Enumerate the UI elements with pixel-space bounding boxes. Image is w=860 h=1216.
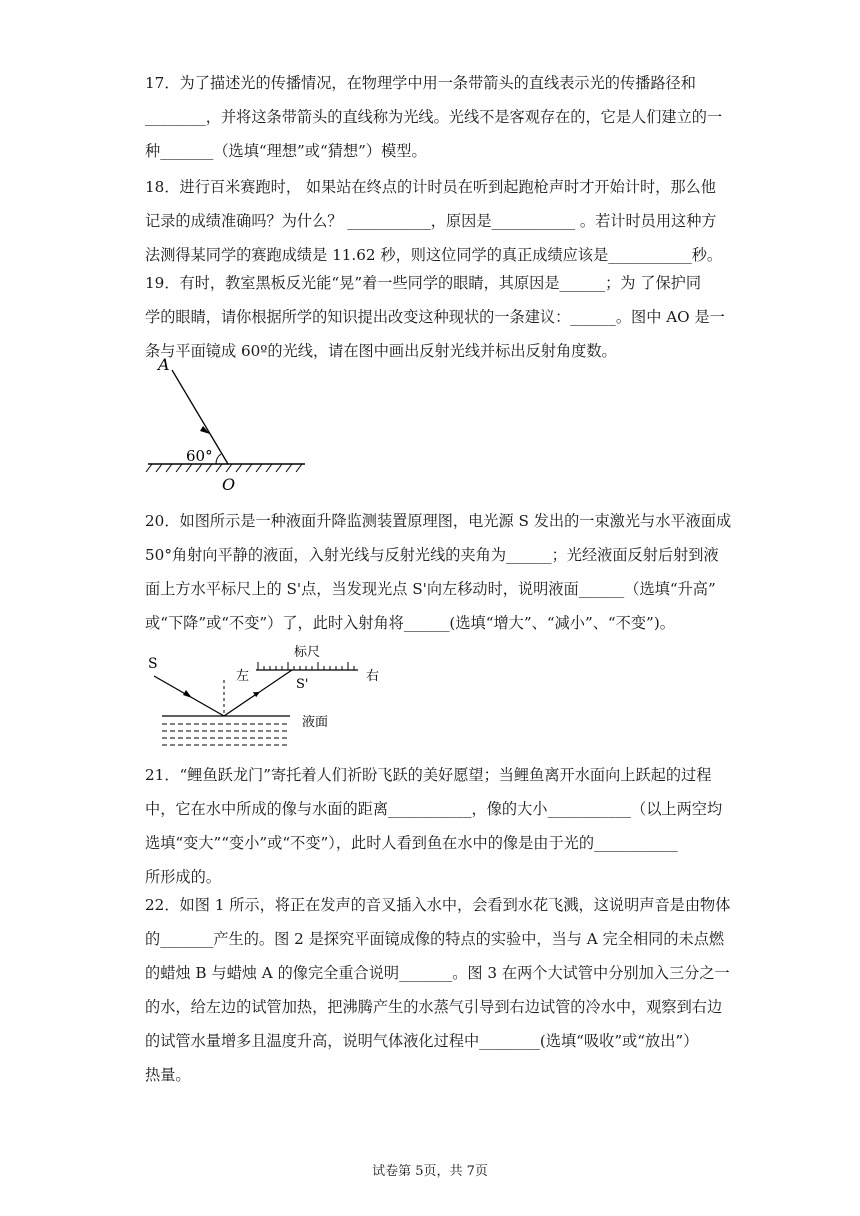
question-20-line: 或“下降”或“不变”）了，此时入射角将______(选填“增大”、“减小”、“不变”)。: [145, 614, 675, 632]
question-21-line: 21．“鲤鱼跃龙门”寄托着人们祈盼飞跃的美好愿望；当鲤鱼离开水面向上跃起的过程: [145, 766, 712, 784]
mirror-hatching: [146, 464, 302, 472]
liquid-body: [162, 724, 290, 745]
question-22: [145, 888, 730, 1092]
question-17-line: 种_______（选填“理想”或“猜想”）模型。: [145, 142, 427, 160]
page-footer: 试卷第 5页，共 7页: [372, 1164, 488, 1179]
ruler-right-label: 右: [366, 669, 380, 684]
question-18-line: 法测得某同学的赛跑成绩是 11.62 秒，则这位同学的真正成绩应该是___________秒。: [145, 246, 723, 264]
question-22-line: 的_______产生的。图 2 是探究平面镜成像的特点的实验中，当与 A 完全相同的未点燃: [145, 930, 725, 948]
question-20-line: 面上方水平标尺上的 S'点，当发现光点 S'向左移动时，说明液面______（选填“升高”: [145, 580, 716, 598]
question-18-line: 记录的成绩准确吗？为什么？ ___________，原因是___________ 。若计时员用这种方: [145, 212, 717, 230]
question-19-line: 条与平面镜成 60º的光线，请在图中画出反射光线并标出反射角度数。: [145, 342, 617, 360]
angle-label: 60°: [186, 447, 213, 465]
question-19-line: 19．有时，教室黑板反光能“晃”着一些同学的眼睛，其原因是______；为 了保护同: [145, 274, 702, 292]
liquid-level-figure: [140, 640, 400, 752]
question-20-line: 50°角射向平静的液面，入射光线与反射光线的夹角为______；光经液面反射后射到液: [145, 546, 719, 564]
reflected-arrowhead: [253, 692, 260, 697]
question-22-line: 22．如图 1 所示，将正在发声的音叉插入水中，会看到水花飞溅，这说明声音是由物体: [145, 896, 731, 914]
point-o-label: O: [222, 475, 236, 494]
question-22-line: 的试管水量增多且温度升高，说明气体液化过程中________(选填“吸收”或“放出”）: [145, 1032, 699, 1050]
ruler-label: 标尺: [294, 645, 321, 660]
point-a-label: A: [158, 355, 170, 374]
question-22-line: 热量。: [145, 1066, 191, 1084]
mirror-reflection-figure: [140, 348, 320, 498]
question-18-line: 18．进行百米赛跑时， 如果站在终点的计时员在听到起跑枪声时才开始计时，那么他: [145, 178, 716, 196]
angle-arc: [216, 454, 221, 464]
question-20: [145, 504, 730, 640]
question-17: [145, 66, 730, 168]
question-19-line: 学的眼睛，请你根据所学的知识提出改变这种现状的一条建议：______。图中 AO 是一: [145, 308, 725, 326]
question-21: [145, 758, 730, 894]
question-21-line: 中，它在水中所成的像与水面的距离___________，像的大小___________（以上两空均: [145, 800, 723, 818]
question-18: [145, 170, 730, 272]
ruler-ticks: [258, 662, 354, 670]
question-22-line: 的水，给左边的试管加热，把沸腾产生的水蒸气引导到右边试管的冷水中，观察到右边: [145, 998, 723, 1016]
question-17-line: 17．为了描述光的传播情况，在物理学中用一条带箭头的直线表示光的传播路径和: [145, 74, 696, 92]
ruler-left-label: 左: [236, 669, 250, 684]
spot-label: S': [296, 677, 309, 692]
question-22-line: 的蜡烛 B 与蜡烛 A 的像完全重合说明_______。图 3 在两个大试管中分别加入三分之一: [145, 964, 730, 982]
question-20-line: 20．如图所示是一种液面升降监测装置原理图，电光源 S 发出的一束激光与水平液面成: [145, 512, 732, 530]
question-21-line: 选填“变大”“变小”或“不变”），此时人看到鱼在水中的像是由于光的___________: [145, 834, 678, 852]
liquid-label: 液面: [302, 715, 329, 730]
question-17-line: ________，并将这条带箭头的直线称为光线。光线不是客观存在的，它是人们建立的一: [145, 108, 723, 126]
source-label: S: [148, 656, 158, 672]
incident-arrowhead: [183, 690, 192, 698]
question-21-line: 所形成的。: [145, 868, 221, 886]
